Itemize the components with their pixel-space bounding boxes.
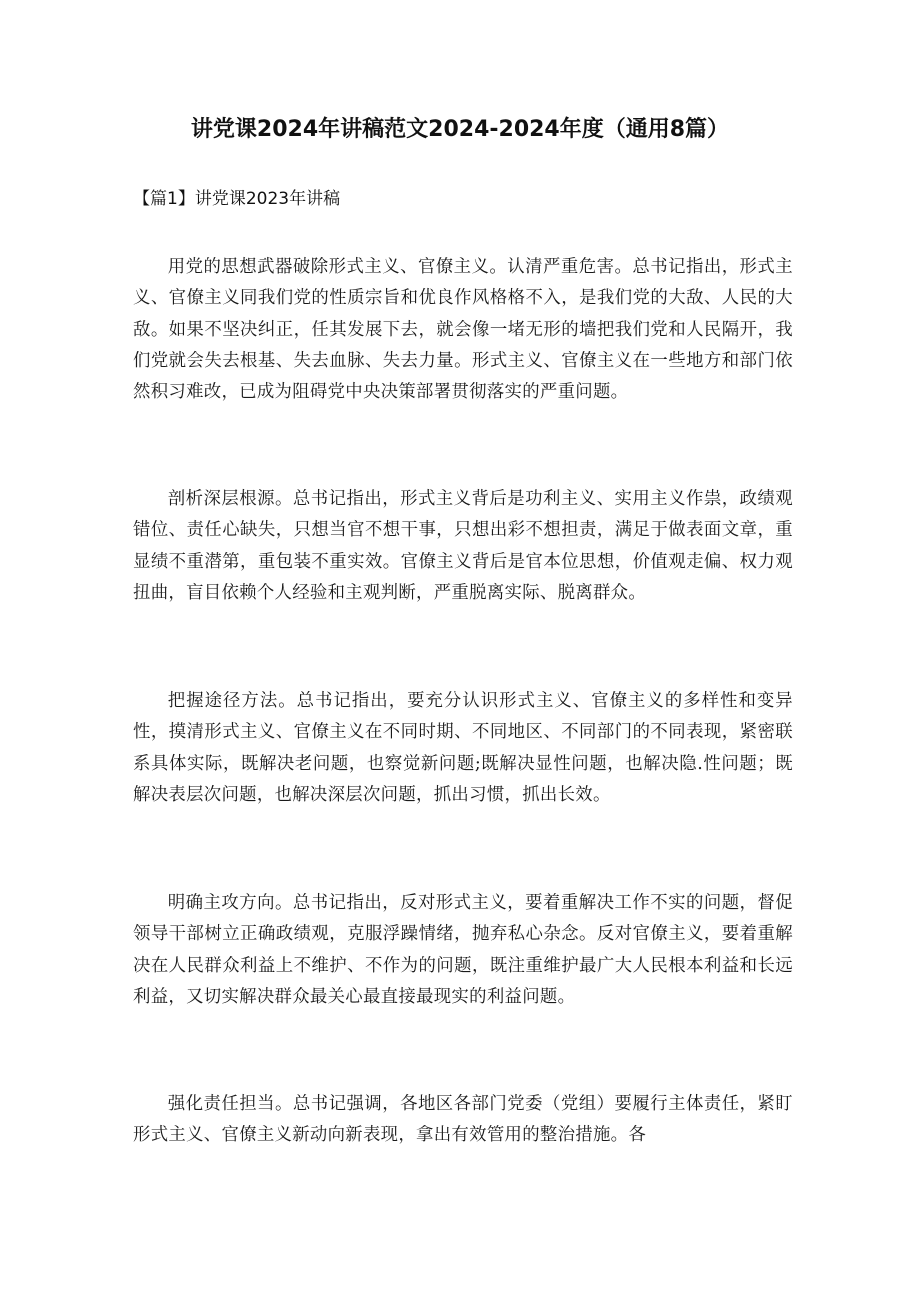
paragraph: 剖析深层根源。总书记指出，形式主义背后是功利主义、实用主义作祟，政绩观错位、责任心缺失，只想当官不想干事，只想出彩不想担责，满足于做表面文章，重显绩不重潜第，重包装不重实效。官僚主义背后是官本位思想，价值观走偏、权力观扭曲，盲目依赖个人经验和主观判断，严重脱离实际、脱离群众。: [133, 489, 793, 603]
section-heading: 【篇1】讲党课2023年讲稿: [133, 189, 341, 209]
paragraph-2-block: [133, 484, 793, 609]
document-title: 讲党课2024年讲稿范文2024-2024年度（通用8篇）: [190, 117, 730, 142]
paragraph-4-block: [133, 888, 793, 1013]
paragraph: 明确主攻方向。总书记指出，反对形式主义，要着重解决工作不实的问题，督促领导干部树立正确政绩观，克服浮躁情绪，抛弃私心杂念。反对官僚主义，要着重解决在人民群众利益上不维护、不作为的问题，既注重维护最广大人民根本利益和长远利益，又切实解决群众最关心最直接最现实的利益问题。: [133, 893, 793, 1007]
paragraph-1-block: [133, 252, 793, 408]
paragraph-5-block: [133, 1089, 793, 1152]
paragraph: 把握途径方法。总书记指出，要充分认识形式主义、官僚主义的多样性和变异性，摸清形式主义、官僚主义在不同时期、不同地区、不同部门的不同表现，紧密联系具体实际，既解决老问题，也察觉新问题;既解决显性问题，也解决隐.性问题；既解决表层次问题，也解决深层次问题，抓出习惯，抓出长效。: [133, 691, 793, 805]
paragraph: 用党的思想武器破除形式主义、官僚主义。认清严重危害。总书记指出，形式主义、官僚主义同我们党的性质宗旨和优良作风格格不入，是我们党的大敌、人民的大敌。如果不坚决纠正，任其发展下去，就会像一堵无形的墙把我们党和人民隔开，我们党就会失去根基、失去血脉、失去力量。形式主义、官僚主义在一些地方和部门依然积习难改，已成为阻碍党中央决策部署贯彻落实的严重问题。: [133, 257, 793, 403]
paragraph-3-block: [133, 686, 793, 811]
paragraph: 强化责任担当。总书记强调，各地区各部门党委（党组）要履行主体责任，紧盯形式主义、官僚主义新动向新表现，拿出有效管用的整治措施。各: [133, 1094, 793, 1146]
